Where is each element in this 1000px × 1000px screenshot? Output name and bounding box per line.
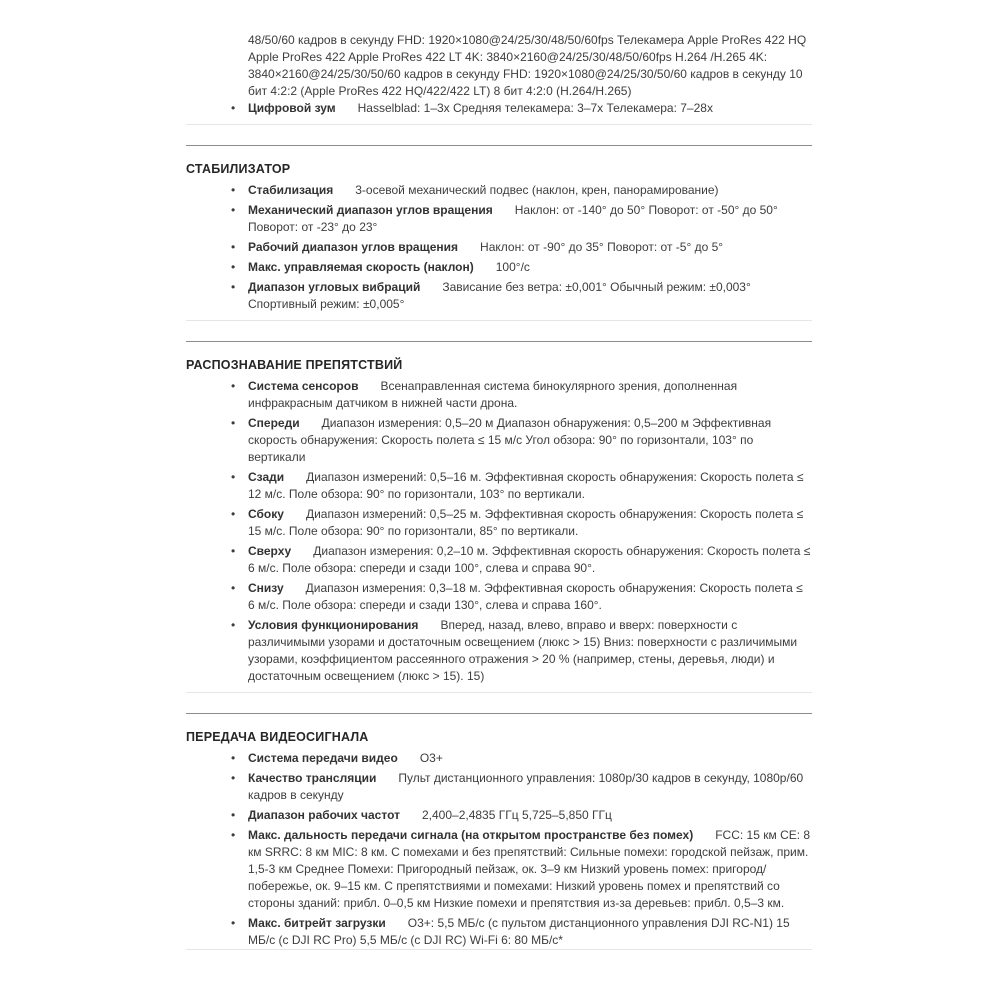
spec-item-transmission-system	[186, 750, 812, 767]
spec-value: Диапазон измерений: 0,5–16 м. Эффективная скорость обнаружения: Скорость полета ≤ 12 м/с. Поле обзора: 90° по горизонтали, 103° по вертикали.	[248, 470, 804, 501]
spec-term: Рабочий диапазон углов вращения	[248, 240, 459, 254]
spec-value: Зависание без ветра: ±0,001° Обычный режим: ±0,003° Спортивный режим: ±0,005°	[248, 280, 751, 311]
spec-value: 100°/с	[495, 260, 530, 274]
spec-item-downward	[186, 580, 812, 614]
section-video-transmission	[186, 728, 812, 950]
spec-term: Сзади	[248, 470, 285, 484]
spec-item-digital-zoom	[186, 100, 812, 117]
spec-value: Диапазон измерения: 0,3–18 м. Эффективная скорость обнаружения: Скорость полета ≤ 6 м/с. Поле обзора: спереди и сзади 130°, слева и справа 160°.	[248, 581, 803, 612]
spec-value: Наклон: от -140° до 50° Поворот: от -50° до 50° Поворот: от -23° до 23°	[248, 203, 778, 234]
spec-value: Диапазон измерения: 0,5–20 м Диапазон обнаружения: 0,5–200 м Эффективная скорость обнаружения: Скорость полета ≤ 15 м/с Угол обзора: 90° по горизонтали, 103° по вертикали	[248, 416, 772, 464]
section-camera-continuation	[186, 0, 812, 125]
spec-item-sensing-system	[186, 378, 812, 412]
spec-value: Вперед, назад, влево, вправо и вверх: поверхности с различимыми узорами и достаточным освещением (люкс > 15) Вниз: поверхности с различимыми узорами, коэффициентом рассеянного отражения > 20 % (например, стены, деревья, люди) и достаточным освещением (люкс > 15). 15)	[248, 618, 798, 683]
spec-value: Диапазон измерений: 0,5–25 м. Эффективная скорость обнаружения: Скорость полета ≤ 15 м/с. Поле обзора: 90° по горизонтали, 85° по вертикали.	[248, 507, 804, 538]
spec-term: Качество трансляции	[248, 771, 377, 785]
spec-value: Пульт дистанционного управления: 1080p/30 кадров в секунду, 1080p/60 кадров в секунду	[248, 771, 804, 802]
spec-list-obstacle-sensing	[186, 378, 812, 685]
section-divider	[186, 713, 812, 714]
spec-item-max-download-bitrate	[186, 915, 812, 949]
spec-term: Макс. битрейт загрузки	[248, 916, 386, 930]
spec-item-stabilization	[186, 182, 812, 199]
spec-item-operating-environment	[186, 617, 812, 685]
spec-term: Цифровой зум	[248, 101, 336, 115]
section-title-obstacle-sensing: РАСПОЗНАВАНИЕ ПРЕПЯТСТВИЙ	[186, 358, 403, 372]
spec-term: Механический диапазон углов вращения	[248, 203, 493, 217]
spec-value: Всенаправленная система бинокулярного зрения, дополненная инфракрасным датчиком в нижней части дрона.	[248, 379, 738, 410]
spec-value: FCC: 15 км CE: 8 км SRRC: 8 км MIC: 8 км. С помехами и без препятствий: Сильные помехи: городской пейзаж, прим. 1,5-3 км Среднее Помехи: Пригородный пейзаж, ок. 3–9 км Низкий уровень помех: пригород/побережье, ок. 9–15 км. С препятствиями и помехами: Низкий уровень помех и препятствий со стороны зданий: прибл. 0–0,5 км Низкие помехи и препятствия из-за деревьев: прибл. 0,5–3 км.	[248, 828, 811, 910]
spec-continuation-text: 48/50/60 кадров в секунду FHD: 1920×1080@24/25/30/48/50/60fps Телекамера Apple ProRes 422 HQ Apple ProRes 422 Apple ProRes 422 LT 4K: 3840×2160@24/25/30/48/50/60fps H.264 /H.265 4K: 3840×2160@24/25/30/50/60 кадров в секунду FHD: 1920×1080@24/25/30/50/60 кадров в секунду 10 бит 4:2:2 (Apple ProRes 422 HQ/422/422 LT) 8 бит 4:2:0 (H.264/H.265)	[248, 33, 807, 98]
spec-value: 3-осевой механический подвес (наклон, крен, панорамирование)	[355, 183, 719, 197]
spec-term: Макс. управляемая скорость (наклон)	[248, 260, 474, 274]
section-title-video-transmission: ПЕРЕДАЧА ВИДЕОСИГНАЛА	[186, 730, 369, 744]
spec-item-operating-frequency	[186, 807, 812, 824]
spec-term: Система передачи видео	[248, 751, 398, 765]
spec-value: Наклон: от -90° до 35° Поворот: от -5° до 5°	[480, 240, 724, 254]
spec-item-max-control-speed	[186, 259, 812, 276]
spec-item-max-transmission-distance	[186, 827, 812, 912]
spec-list-camera	[186, 100, 812, 117]
spec-term: Диапазон рабочих частот	[248, 808, 400, 822]
spec-value: Диапазон измерения: 0,2–10 м. Эффективная скорость обнаружения: Скорость полета ≤ 6 м/с. Поле обзора: спереди и сзади 100°, слева и справа 90°.	[248, 544, 811, 575]
spec-item-backward	[186, 469, 812, 503]
spec-term: Макс. дальность передачи сигнала (на открытом пространстве без помех)	[248, 828, 694, 842]
spec-document	[186, 0, 812, 950]
spec-item-upward	[186, 543, 812, 577]
spec-item-lateral	[186, 506, 812, 540]
section-divider	[186, 145, 812, 146]
section-obstacle-sensing	[186, 356, 812, 693]
spec-term: Снизу	[248, 581, 284, 595]
spec-item-controllable-range	[186, 239, 812, 256]
spec-value: 2,400–2,4835 ГГц 5,725–5,850 ГГц	[422, 808, 612, 822]
spec-item-vibration-range	[186, 279, 812, 313]
spec-term: Система сенсоров	[248, 379, 359, 393]
spec-term: Спереди	[248, 416, 300, 430]
spec-value: Hasselblad: 1–3x Средняя телекамера: 3–7x Телекамера: 7–28x	[357, 101, 713, 115]
spec-list-video-transmission	[186, 750, 812, 949]
spec-list-stabilizer	[186, 182, 812, 313]
spec-item-forward	[186, 415, 812, 466]
spec-term: Сверху	[248, 544, 292, 558]
spec-term: Сбоку	[248, 507, 284, 521]
spec-term: Условия функционирования	[248, 618, 419, 632]
spec-item-live-view-quality	[186, 770, 812, 804]
section-divider	[186, 341, 812, 342]
spec-term: Стабилизация	[248, 183, 334, 197]
section-title-stabilizer: СТАБИЛИЗАТОР	[186, 162, 291, 176]
spec-item-mechanical-range	[186, 202, 812, 236]
spec-value: O3+: 5,5 МБ/с (с пультом дистанционного управления DJI RC-N1) 15 МБ/с (с DJI RC Pro) 5,5 МБ/с (с DJI RC) Wi-Fi 6: 80 МБ/с*	[248, 916, 790, 947]
section-stabilizer	[186, 160, 812, 321]
spec-value: O3+	[419, 751, 443, 765]
spec-term: Диапазон угловых вибраций	[248, 280, 421, 294]
